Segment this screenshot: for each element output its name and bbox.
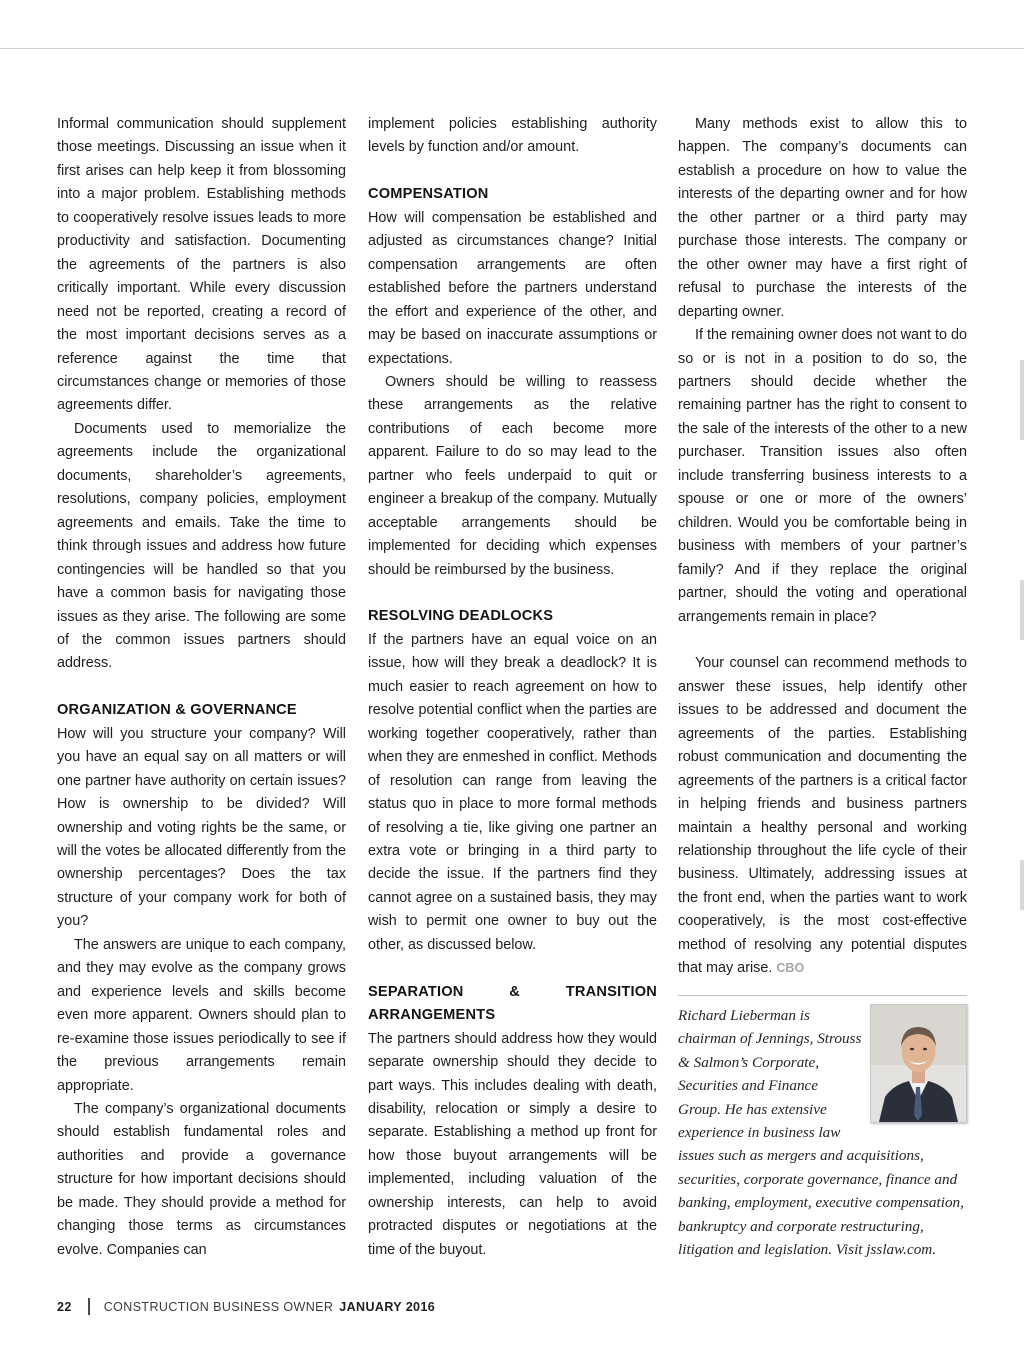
closing-paragraph-text: Your counsel can recommend methods to answer these issues, help identify other issues to be addressed and document the agreements of the parties. Establishing robust communication and documenting the agreements of the partners is a critical factor in helping friends and business partners maintain a healthy personal and working relationship throughout the life cycle of their business. Ultimately, addressing issues at the front end, when the parties want to work cooperatively, is the most cost-effective method of resolving any potential disputes that may arise. [678, 655, 967, 977]
author-bio-text: Richard Lieberman is chairman of Jennings, Strouss & Salmon’s Corporate, Securities and Finance Group. He has extensive experience in business law issues such as mergers and acquisitions, securities, corporate governance, finance and banking, employment, executive compensation, bankruptcy and corporate restructuring, litigation and legislation. Visit jsslaw.com. [678, 1006, 964, 1259]
paragraph: If the partners have an equal voice on an issue, how will they break a deadlock? It is much easier to reach agreement on how to resolve potential conflict when the parties are working together cooperatively, rather than when they are enmeshed in conflict. Methods of resolution can range from leaving the status quo in place to more formal methods of resolving a tie, like giving one partner an extra vote or bringing in a third party to decide the issue. If the partners find they cannot agree on a sustained basis, they may wish to permit one owner to buy out the other, as discussed below. [368, 631, 657, 953]
article-column-2 [368, 113, 657, 1262]
paragraph [678, 652, 967, 980]
top-rule [0, 48, 1024, 49]
page-number: 22 [57, 1299, 72, 1314]
paragraph: How will you structure your company? Will you have an equal say on all matters or will one partner have authority on certain issues? How is ownership to be divided? Will ownership and voting rights be the same, or will the votes be allocated differently from the ownership percentages? Does the tax structure of your company work for both of you? [57, 725, 346, 930]
article-column-1 [57, 113, 346, 1262]
page-edge-mark [1020, 580, 1024, 640]
paragraph: The partners should address how they would separate ownership should they decide to part ways. This includes dealing with death, disability, relocation or simply a desire to separate. Establishing a method up front for how those buyout arrangements will be implemented, including valuation of the ownership interests, can help to avoid protracted disputes or negotiations at the time of the buyout. [368, 1030, 657, 1258]
publication-name: CONSTRUCTION BUSINESS OWNER [103, 1299, 334, 1314]
article-column-3 [678, 113, 967, 1262]
issue-date: JANUARY 2016 [339, 1299, 436, 1314]
footer-divider [88, 1298, 90, 1315]
author-photo [870, 1004, 967, 1123]
end-mark: CBO [776, 961, 805, 976]
page-footer [57, 1298, 435, 1315]
section-heading-deadlocks: RESOLVING DEADLOCKS [368, 608, 554, 625]
paragraph: If the remaining owner does not want to do so or is not in a position to do so, the partners should decide whether the remaining partner has the right to consent to the sale of the interests of the other to a new purchaser. Transition issues also often include transferring business interests to a spouse or one or more of the owners’ children. Would you be comfortable being in business with members of your partner’s family? And if they replace the original partner, should the voting and operational arrangements remain in place? [678, 327, 967, 625]
section-heading-compensation: COMPENSATION [368, 186, 489, 203]
page-edge-mark [1020, 860, 1024, 910]
paragraph: Many methods exist to allow this to happen. The company’s documents can establish a procedure on how to value the interests of the departing owner and for how the other partner or a third party may purchase those interests. The company or the other owner may have a first right of refusal to purchase the interests of the departing owner. [678, 116, 967, 320]
author-bio [678, 1004, 967, 1262]
paragraph: Owners should be willing to reassess these arrangements as the relative contributions of each become more apparent. Failure to do so may lead to the partner who feels underpaid to quit or engineer a breakup of the company. Mutually acceptable arrangements should be implemented for deciding which expenses should be reimbursed by the business. [368, 373, 657, 578]
paragraph: The company’s organizational documents should establish fundamental roles and authorities and provide a governance structure for how important decisions should be made. They should provide a method for changing those terms as circumstances evolve. Companies can [57, 1101, 346, 1258]
paragraph: The answers are unique to each company, and they may evolve as the company grows and experience levels and skills become even more apparent. Owners should plan to re-examine those issues periodically to see if the previous arrangements remain appropriate. [57, 936, 346, 1094]
bio-divider [678, 995, 967, 996]
section-heading-organization: ORGANIZATION & GOVERNANCE [57, 702, 297, 719]
paragraph: How will compensation be established and adjusted as circumstances change? Initial compensation arrangements are often established before the partners understand the effort and experience of the other, and may be based on inaccurate assumptions or expectations. [368, 209, 657, 367]
section-heading-separation: SEPARATION & TRANSITION ARRANGEMENTS [368, 983, 657, 1024]
paragraph: implement policies establishing authority levels by function and/or amount. [368, 116, 657, 156]
paragraph: Informal communication should supplement those meetings. Discussing an issue when it first arises can help keep it from blossoming into a major problem. Establishing methods to cooperatively resolve issues leads to more productivity and satisfaction. Documenting the agreements of the partners is also critically important. While every discussion need not be reported, creating a record of the most important decisions serves as a reference against the time that circumstances change or memories of those agreements differ. [57, 116, 346, 414]
page-edge-mark [1020, 360, 1024, 440]
paragraph: Documents used to memorialize the agreements include the organizational documents, shareholder’s agreements, resolutions, company policies, employment agreements and emails. Take the time to think through issues and address how future contingencies will be handled so that you have a common basis for navigating those issues as they arise. The following are some of the common issues partners should address. [57, 420, 346, 672]
